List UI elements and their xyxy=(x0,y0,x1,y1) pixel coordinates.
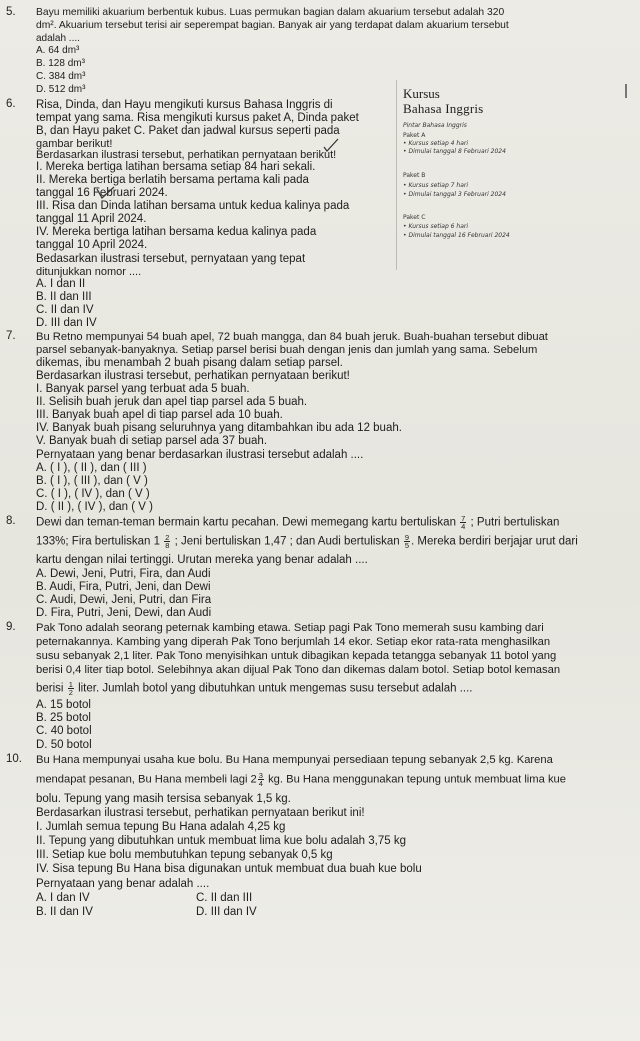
option-d[interactable]: D. ( II ), ( IV ), dan ( V ) xyxy=(36,501,153,513)
question-text: kartu dengan nilai tertinggi. Urutan mereka yang benar adalah .... xyxy=(36,554,368,566)
statement: III. Setiap kue bolu membutuhkan tepung sebanyak 0,5 kg xyxy=(36,849,333,861)
text-segment: mendapat pesanan, Bu Hana membeli lagi 2 xyxy=(36,773,257,786)
statement: II. Tepung yang dibutuhkan untuk membuat lima kue bolu adalah 3,75 kg xyxy=(36,835,406,847)
package-b-start: • Dimulai tanggal 3 Februari 2024 xyxy=(403,191,506,198)
question-text: adalah .... xyxy=(36,33,80,44)
course-schedule-image xyxy=(396,80,629,270)
question-text: Bu Hana mempunyai usaha kue bolu. Bu Hana mempunyai persediaan tepung sebanyak 2,5 kg. Karena xyxy=(36,754,553,766)
statement: V. Banyak buah di setiap parsel ada 37 buah. xyxy=(36,435,268,447)
numerator: 2 xyxy=(165,533,170,542)
package-a-start: • Dimulai tanggal 8 Februari 2024 xyxy=(403,148,506,155)
numerator: 9 xyxy=(404,533,409,542)
fraction xyxy=(68,681,74,696)
question-number: 5. xyxy=(6,6,16,18)
option-c[interactable]: C. II dan IV xyxy=(36,304,94,316)
statement: I. Jumlah semua tepung Bu Hana adalah 4,25 kg xyxy=(36,821,286,833)
option-b[interactable]: B. ( I ), ( III ), dan ( V ) xyxy=(36,475,148,487)
option-c[interactable]: C. II dan III xyxy=(196,892,253,904)
question-text: Pak Tono adalah seorang peternak kambing etawa. Setiap pagi Pak Tono memerah susu kambing dari xyxy=(36,622,544,634)
question-text: B, dan Hayu paket C. Paket dan jadwal kursus seperti pada xyxy=(36,125,340,137)
denominator: 5 xyxy=(404,541,409,550)
question-text: dikemas, ibu menambah 2 buah pisang dalam setiap parsel. xyxy=(36,357,343,369)
numerator: 7 xyxy=(461,514,466,523)
frame-corner-icon xyxy=(605,84,627,98)
question-number: 6. xyxy=(6,98,16,110)
package-c-frequency: • Kursus setiap 6 hari xyxy=(403,223,469,230)
option-b[interactable]: B. Audi, Fira, Putri, Jeni, dan Dewi xyxy=(36,581,211,593)
option-a[interactable]: A. I dan IV xyxy=(36,892,90,904)
option-b[interactable]: B. II dan IV xyxy=(36,906,93,918)
question-text: Pernyataan yang benar berdasarkan ilustrasi tersebut adalah .... xyxy=(36,449,364,461)
statement: I. Mereka bertiga latihan bersama setiap 84 hari sekali. xyxy=(36,161,316,173)
image-subtitle: Pintar Bahasa Inggris xyxy=(403,122,467,129)
question-text xyxy=(36,772,566,787)
numerator: 1 xyxy=(68,680,73,689)
denominator: 2 xyxy=(68,688,73,697)
question-text: bolu. Tepung yang masih tersisa sebanyak 1,5 kg. xyxy=(36,793,291,805)
check-mark-icon xyxy=(322,138,340,152)
question-text xyxy=(36,534,578,549)
package-c-start: • Dimulai tanggal 16 Februari 2024 xyxy=(403,232,510,239)
question-number: 8. xyxy=(6,515,16,527)
statement: IV. Sisa tepung Bu Hana bisa digunakan untuk membuat dua buah kue bolu xyxy=(36,863,422,875)
question-text: Berdasarkan ilustrasi tersebut, perhatikan pernyataan berikut ini! xyxy=(36,807,365,819)
fraction xyxy=(404,534,410,549)
check-mark-icon xyxy=(96,186,116,200)
denominator: 4 xyxy=(461,522,466,531)
text-segment: ; Jeni bertuliskan 1,47 ; dan Audi bertuliskan xyxy=(174,535,400,548)
numerator: 3 xyxy=(258,771,263,780)
statement: I. Banyak parsel yang terbuat ada 5 buah. xyxy=(36,383,250,395)
question-text: Berdasarkan ilustrasi tersebut, perhatikan pernyataan berikut! xyxy=(36,370,350,382)
option-c[interactable]: C. Audi, Dewi, Jeni, Putri, dan Fira xyxy=(36,594,212,606)
statement: IV. Mereka bertiga latihan bersama kedua kalinya pada xyxy=(36,226,317,238)
option-b[interactable]: B. 25 botol xyxy=(36,712,91,724)
question-number: 7. xyxy=(6,330,16,342)
package-a-frequency: • Kursus setiap 4 hari xyxy=(403,140,469,147)
question-text: Bu Retno mempunyai 54 buah apel, 72 buah mangga, dan 84 buah jeruk. Buah-buahan tersebut dibuat xyxy=(36,331,548,343)
text-segment: ; Putri bertuliskan xyxy=(470,516,560,529)
statement: tanggal 11 April 2024. xyxy=(36,213,147,225)
text-segment: kg. Bu Hana menggunakan tepung untuk membuat lima kue xyxy=(268,773,566,786)
package-b-name: Paket B xyxy=(403,172,426,179)
question-text: gambar berikut! xyxy=(36,138,113,150)
option-d[interactable]: D. Fira, Putri, Jeni, Dewi, dan Audi xyxy=(36,607,212,619)
option-b[interactable]: B. 128 dm³ xyxy=(36,58,85,69)
question-text: peternakannya. Kambing yang diperah Pak Tono berjumlah 14 ekor. Setiap ekor rata-rata menghasilkan xyxy=(36,636,551,648)
option-d[interactable]: D. III dan IV xyxy=(36,317,97,329)
statement: tanggal 10 April 2024. xyxy=(36,239,148,251)
image-title: Bahasa Inggris xyxy=(403,101,484,116)
question-text xyxy=(36,681,473,696)
question-text: ditunjukkan nomor .... xyxy=(36,266,142,278)
package-c-name: Paket C xyxy=(403,214,426,221)
question-text: Risa, Dinda, dan Hayu mengikuti kursus Bahasa Inggris di xyxy=(36,99,333,111)
text-segment: 133%; Fira bertuliskan 1 xyxy=(36,535,161,548)
denominator: 4 xyxy=(258,779,263,788)
option-a[interactable]: A. I dan II xyxy=(36,278,86,290)
question-text: Bedasarkan ilustrasi tersebut, pernyataan yang tepat xyxy=(36,253,306,265)
question-text: parsel sebanyak-banyaknya. Setiap parsel berisi buah dengan jenis dan jumlah yang sama. Sebelum xyxy=(36,344,538,356)
fraction xyxy=(258,772,264,787)
text-segment: . Mereka berdiri berjajar urut dari xyxy=(411,535,578,548)
question-text: Pernyataan yang benar adalah .... xyxy=(36,878,210,890)
denominator: 8 xyxy=(165,541,170,550)
question-text: Bayu memiliki akuarium berbentuk kubus. Luas permukan bagian dalam akuarium tersebut adalah 320 xyxy=(36,7,505,18)
option-b[interactable]: B. II dan III xyxy=(36,291,92,303)
question-text: tempat yang sama. Risa mengikuti kursus paket A, Dinda paket xyxy=(36,112,359,124)
question-text: berisi 0,4 liter tiap botol. Selebihnya akan dijual Pak Tono dan dikemas dalam botol. Setiap botol kemasan xyxy=(36,664,561,676)
option-c[interactable]: C. 384 dm³ xyxy=(36,71,86,82)
question-number: 10. xyxy=(6,753,22,765)
option-d[interactable]: D. 50 botol xyxy=(36,739,92,751)
question-text: dm². Akuarium tersebut terisi air seperempat bagian. Banyak air yang terdapat dalam akuarium tersebut xyxy=(36,20,509,31)
statement: II. Selisih buah jeruk dan apel tiap parsel ada 5 buah. xyxy=(36,396,308,408)
package-b-frequency: • Kursus setiap 7 hari xyxy=(403,182,469,189)
question-number: 9. xyxy=(6,621,16,633)
option-c[interactable]: C. ( I ), ( IV ), dan ( V ) xyxy=(36,488,150,500)
statement: II. Mereka bertiga berlatih bersama pertama kali pada xyxy=(36,174,309,186)
option-a[interactable]: A. 64 dm³ xyxy=(36,45,80,56)
statement: tanggal 16 Februari 2024. xyxy=(36,187,168,199)
option-a[interactable]: A. ( I ), ( II ), dan ( III ) xyxy=(36,462,147,474)
option-d[interactable]: D. 512 dm³ xyxy=(36,84,86,95)
statement: IV. Banyak buah pisang seluruhnya yang ditambahkan ibu ada 12 buah. xyxy=(36,422,402,434)
statement: III. Risa dan Dinda latihan bersama untuk kedua kalinya pada xyxy=(36,200,350,212)
text-segment: Dewi dan teman-teman bermain kartu pecahan. Dewi memegang kartu bertuliskan xyxy=(36,516,456,529)
text-segment: liter. Jumlah botol yang dibutuhkan untuk mengemas susu tersebut adalah .... xyxy=(78,682,473,695)
option-a[interactable]: A. Dewi, Jeni, Putri, Fira, dan Audi xyxy=(36,568,211,580)
image-title: Kursus xyxy=(403,86,440,101)
option-a[interactable]: A. 15 botol xyxy=(36,699,91,711)
question-text: Berdasarkan ilustrasi tersebut, perhatikan pernyataan berikut! xyxy=(36,149,337,161)
option-c[interactable]: C. 40 botol xyxy=(36,725,92,737)
statement: III. Banyak buah apel di tiap parsel ada 10 buah. xyxy=(36,409,283,421)
text-segment: berisi xyxy=(36,682,64,695)
option-d[interactable]: D. III dan IV xyxy=(196,906,257,918)
fraction xyxy=(164,534,170,549)
question-text xyxy=(36,515,559,530)
fraction xyxy=(460,515,466,530)
package-a-name: Paket A xyxy=(403,132,426,139)
question-text: susu sebanyak 2,1 liter. Pak Tono menyisihkan untuk dibagikan kepada tetangga sebanyak 11 botol yang xyxy=(36,650,557,662)
